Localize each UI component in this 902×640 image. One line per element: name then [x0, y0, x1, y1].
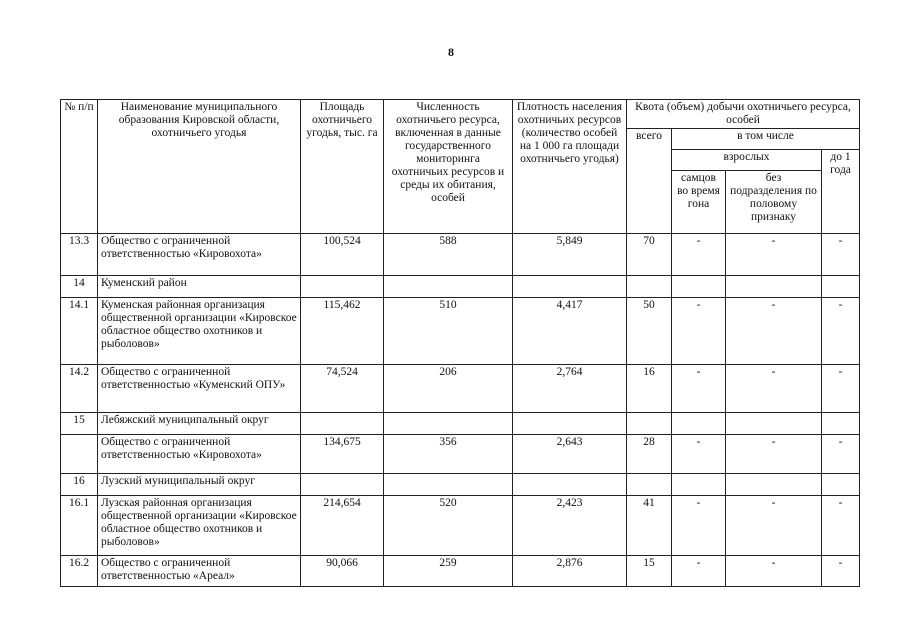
header-adults: взрослых: [672, 150, 822, 171]
row-area: 115,462: [301, 298, 384, 365]
header-name: Наименование муниципального образования Кировской области, охотничьего угодья: [98, 100, 301, 234]
row-males: [672, 413, 726, 435]
row-count: [384, 413, 513, 435]
table-row: [61, 365, 860, 413]
row-total: 16: [627, 365, 672, 413]
table-row: [61, 298, 860, 365]
header-area: Площадь охотничьего угодья, тыс. га: [301, 100, 384, 234]
row-under1: -: [822, 298, 860, 365]
row-males: -: [672, 556, 726, 587]
row-density: 2,764: [513, 365, 627, 413]
row-name: Лебяжский муниципальный округ: [98, 413, 301, 435]
row-under1: -: [822, 496, 860, 556]
row-total: [627, 276, 672, 298]
row-num: 16: [61, 474, 98, 496]
row-area: [301, 474, 384, 496]
header-males: самцов во время гона: [672, 171, 726, 234]
row-males: -: [672, 298, 726, 365]
row-males: -: [672, 365, 726, 413]
row-num: [61, 435, 98, 474]
row-nosex: -: [726, 365, 822, 413]
table-row: [61, 496, 860, 556]
header-under1: до 1 года: [822, 150, 860, 234]
row-total: [627, 413, 672, 435]
row-nosex: -: [726, 435, 822, 474]
row-nosex: -: [726, 234, 822, 276]
row-count: [384, 474, 513, 496]
row-name: Общество с ограниченной ответственностью «Ареал»: [98, 556, 301, 587]
row-area: [301, 413, 384, 435]
row-area: 74,524: [301, 365, 384, 413]
header-quota: Квота (объем) добычи охотничьего ресурса, особей: [627, 100, 860, 129]
table-row: [61, 435, 860, 474]
row-under1: -: [822, 234, 860, 276]
header-density: Плотность населения охотничьих ресурсов (количество особей на 1 000 га площади охотничьего угодья): [513, 100, 627, 234]
row-under1: -: [822, 556, 860, 587]
row-name: Общество с ограниченной ответственностью «Кировохота»: [98, 234, 301, 276]
header-including: в том числе: [672, 129, 860, 150]
row-nosex: [726, 413, 822, 435]
row-density: 4,417: [513, 298, 627, 365]
row-num: 14: [61, 276, 98, 298]
table-row: [61, 556, 860, 587]
row-count: 206: [384, 365, 513, 413]
row-area: 100,524: [301, 234, 384, 276]
page-number: 8: [448, 45, 454, 59]
row-name: Лузский муниципальный округ: [98, 474, 301, 496]
row-nosex: -: [726, 556, 822, 587]
header-row-1: [61, 100, 860, 129]
row-density: [513, 276, 627, 298]
row-males: -: [672, 496, 726, 556]
quota-table: [60, 99, 860, 587]
row-count: 588: [384, 234, 513, 276]
row-total: 70: [627, 234, 672, 276]
row-num: 16.1: [61, 496, 98, 556]
row-count: 356: [384, 435, 513, 474]
row-name: Куменская районная организация общественной организации «Кировское областное общество охотников и рыболовов»: [98, 298, 301, 365]
row-area: 134,675: [301, 435, 384, 474]
row-under1: [822, 413, 860, 435]
row-density: 2,423: [513, 496, 627, 556]
row-under1: [822, 276, 860, 298]
row-density: [513, 413, 627, 435]
table-row: [61, 276, 860, 298]
row-count: [384, 276, 513, 298]
row-nosex: -: [726, 298, 822, 365]
header-num: № п/п: [61, 100, 98, 234]
row-nosex: [726, 474, 822, 496]
row-males: -: [672, 234, 726, 276]
row-density: 5,849: [513, 234, 627, 276]
row-name: Лузская районная организация общественной организации «Кировское областное общество охотников и рыболовов»: [98, 496, 301, 556]
row-total: 50: [627, 298, 672, 365]
table-row: [61, 474, 860, 496]
row-area: 214,654: [301, 496, 384, 556]
row-density: 2,876: [513, 556, 627, 587]
row-density: 2,643: [513, 435, 627, 474]
table-row: [61, 413, 860, 435]
row-name: Куменский район: [98, 276, 301, 298]
row-name: Общество с ограниченной ответственностью «Кировохота»: [98, 435, 301, 474]
row-total: 15: [627, 556, 672, 587]
row-num: 14.2: [61, 365, 98, 413]
row-count: 510: [384, 298, 513, 365]
row-males: -: [672, 435, 726, 474]
row-area: [301, 276, 384, 298]
row-count: 259: [384, 556, 513, 587]
row-under1: -: [822, 435, 860, 474]
row-total: 28: [627, 435, 672, 474]
row-num: 16.2: [61, 556, 98, 587]
row-total: 41: [627, 496, 672, 556]
row-under1: -: [822, 365, 860, 413]
row-num: 15: [61, 413, 98, 435]
row-num: 14.1: [61, 298, 98, 365]
row-num: 13.3: [61, 234, 98, 276]
table-row: [61, 234, 860, 276]
row-nosex: -: [726, 496, 822, 556]
header-total: всего: [627, 129, 672, 234]
row-males: [672, 474, 726, 496]
row-area: 90,066: [301, 556, 384, 587]
header-nosex: без подразделения по половому признаку: [726, 171, 822, 234]
row-males: [672, 276, 726, 298]
row-under1: [822, 474, 860, 496]
row-name: Общество с ограниченной ответственностью «Куменский ОПУ»: [98, 365, 301, 413]
row-density: [513, 474, 627, 496]
row-total: [627, 474, 672, 496]
header-count: Численность охотничьего ресурса, включенная в данные государственного мониторинга охотничьих ресурсов и среды их обитания, особей: [384, 100, 513, 234]
row-nosex: [726, 276, 822, 298]
row-count: 520: [384, 496, 513, 556]
